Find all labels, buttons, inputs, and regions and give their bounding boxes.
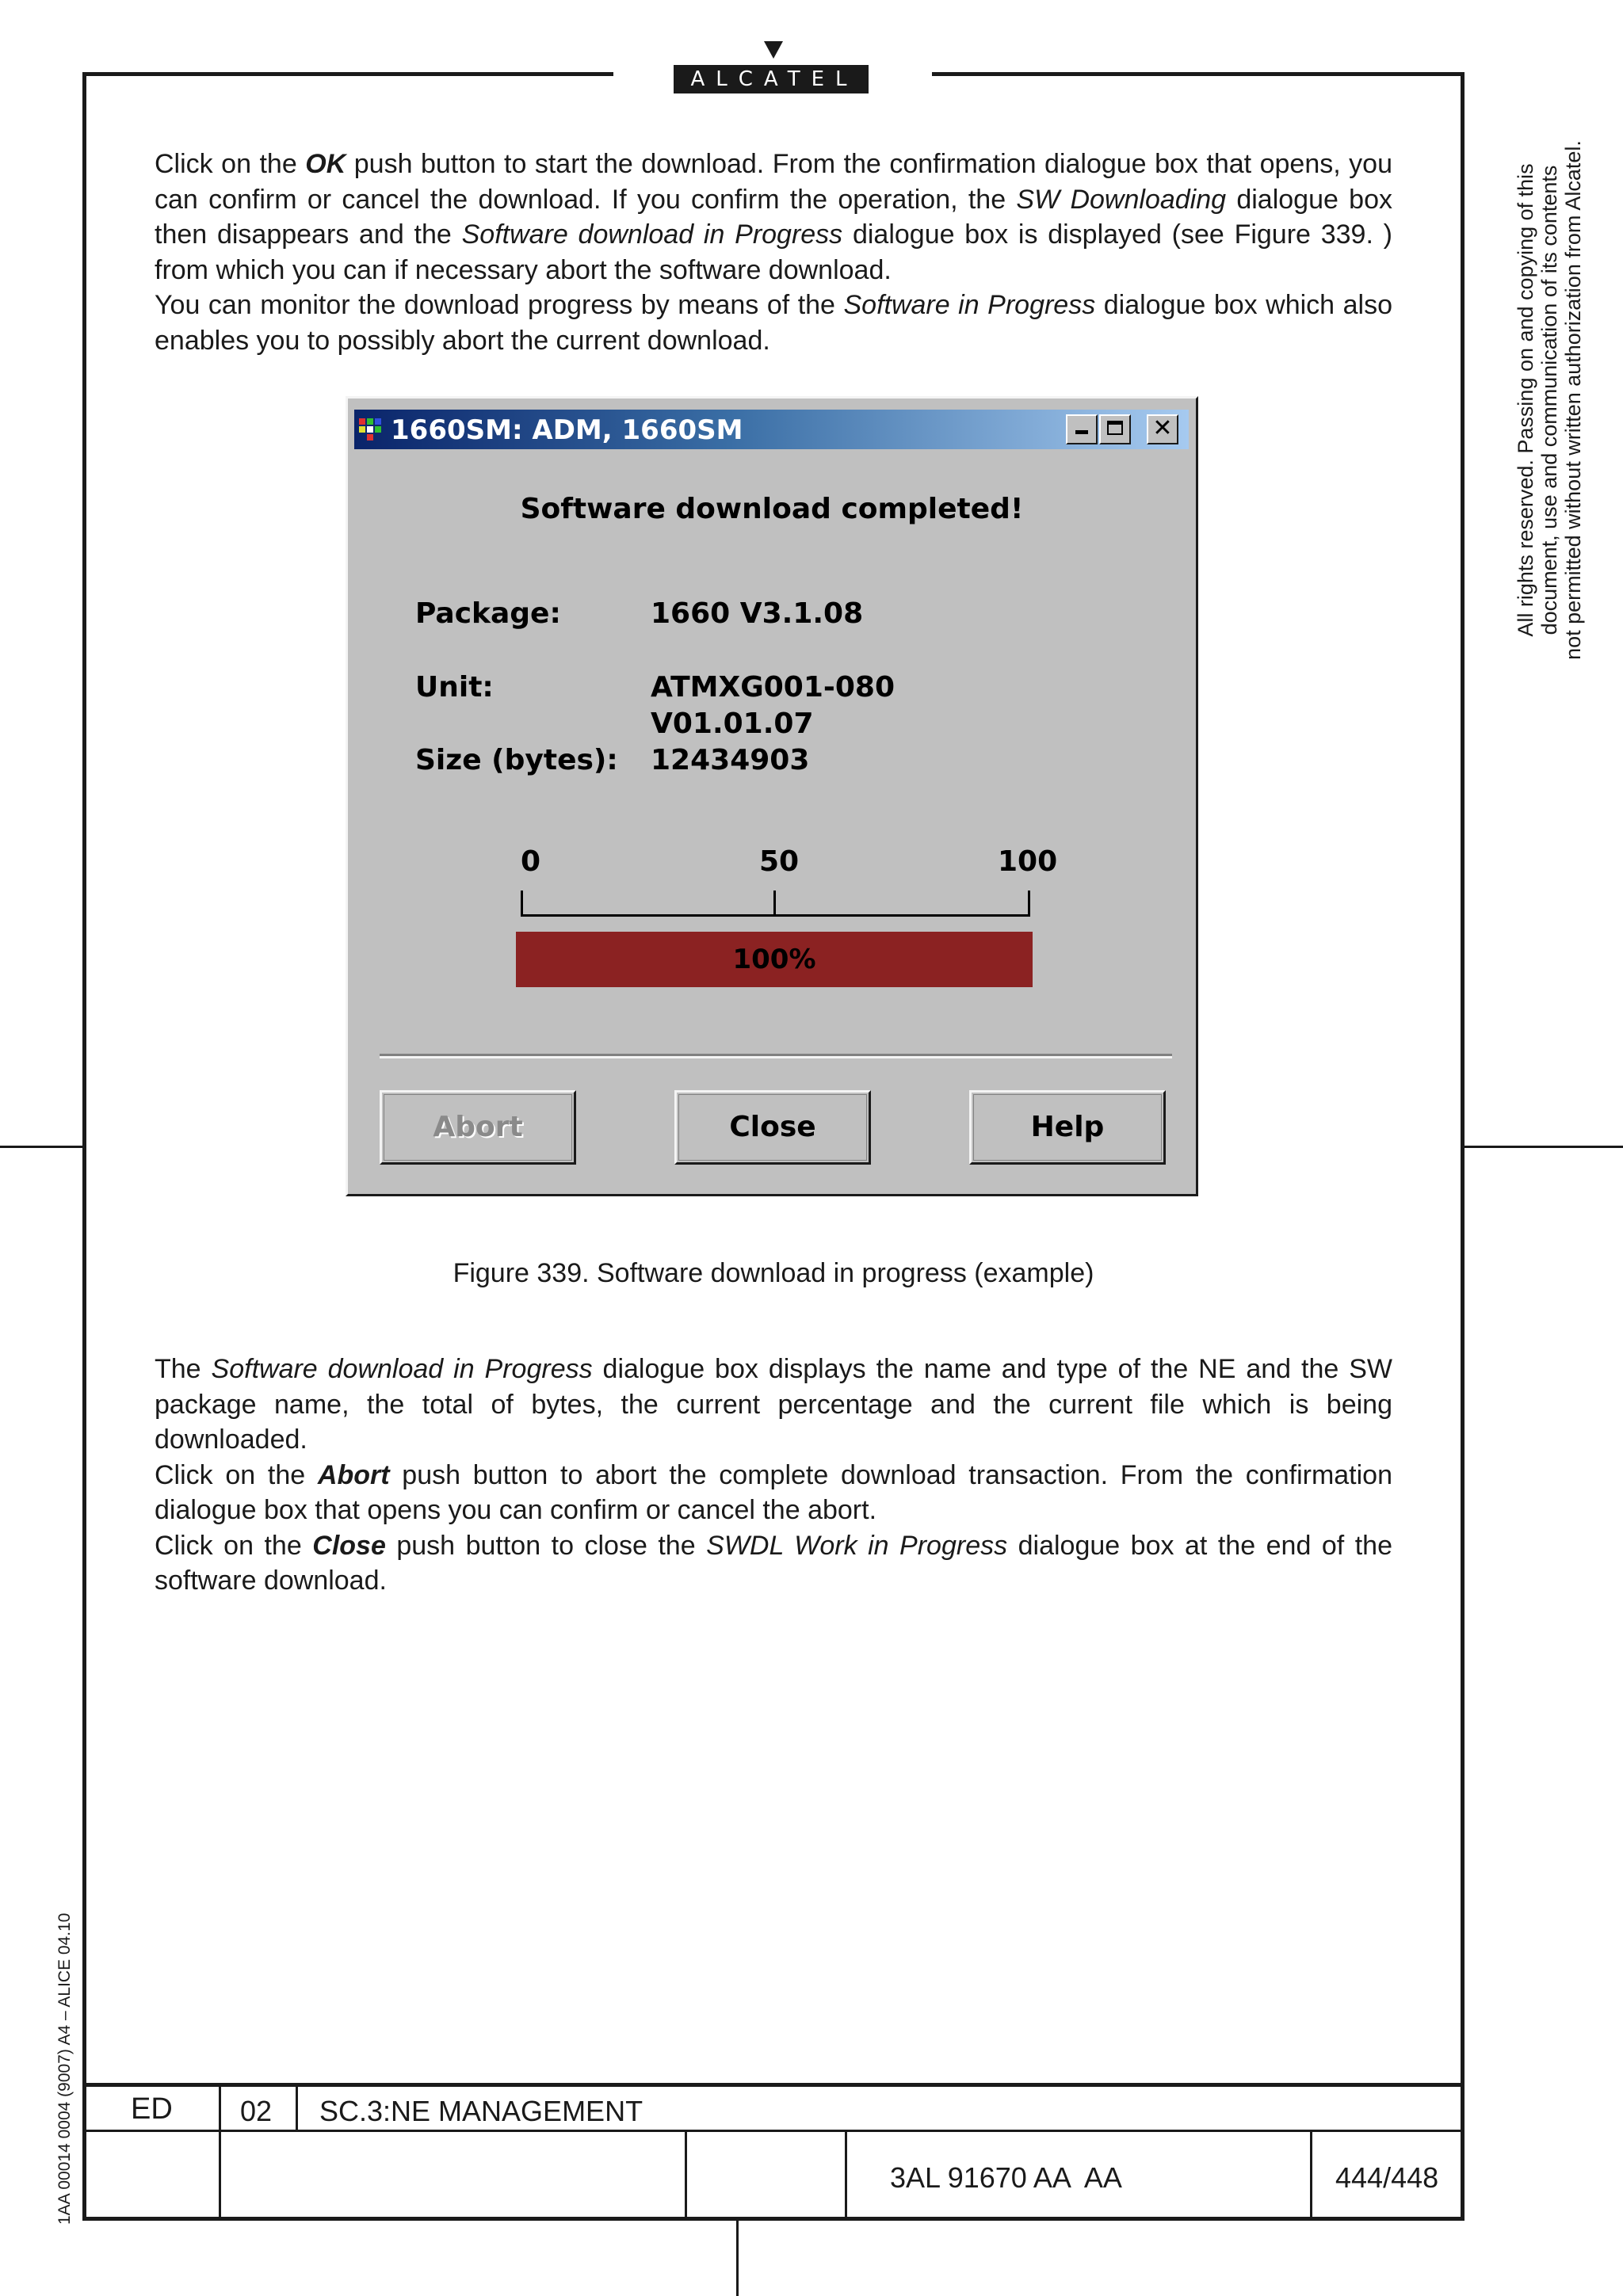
- copyright-line-1: All rights reserved. Passing on and copying of this: [1514, 163, 1537, 637]
- text-run: The: [155, 1354, 212, 1384]
- paragraph-monitor-progress: [155, 288, 1392, 358]
- size-value: 12434903: [651, 744, 810, 776]
- footer-section: SC.3:NE MANAGEMENT: [319, 2095, 643, 2127]
- scale-mid-label: 50: [759, 845, 800, 878]
- footer-ed-label: ED: [131, 2092, 173, 2126]
- figure-caption: Figure 339. Software download in progress (example): [453, 1258, 1094, 1288]
- maximize-icon[interactable]: [1099, 414, 1131, 444]
- frame-top-left-line: [82, 72, 613, 76]
- close-icon[interactable]: ✕: [1147, 414, 1178, 444]
- copyright-notice: [1514, 4, 1585, 796]
- footer-bottom-line: [82, 2217, 1465, 2221]
- unit-value: ATMXG001-080: [651, 671, 895, 704]
- text-run: dialogue box at the end of the software download.: [155, 1530, 1392, 1596]
- right-margin-tick: [1465, 1146, 1623, 1148]
- footer-stem-line: [736, 2221, 739, 2296]
- text-run: Click on the: [155, 1459, 318, 1490]
- text-run: SW Downloading: [1016, 184, 1227, 215]
- text-run: dialogue box which also enables you to possibly abort the current download.: [155, 290, 1392, 356]
- form-code: 1AA 00014 0004 (9007) A4 – ALICE 04.10: [55, 1913, 74, 2225]
- alcatel-logo: ALCATEL: [674, 65, 869, 93]
- scale-tick-100: [1028, 891, 1030, 917]
- footer-divider-edition: [296, 2083, 298, 2132]
- alcatel-triangle-icon: [764, 41, 783, 59]
- package-label: Package:: [415, 597, 561, 630]
- footer-top-line: [82, 2083, 1465, 2087]
- abort-button[interactable]: [380, 1090, 576, 1165]
- footer-divider-ed: [219, 2083, 221, 2221]
- footer-divider-page: [1310, 2130, 1312, 2221]
- paragraph-close-button: [155, 1528, 1392, 1599]
- scale-max-label: 100: [998, 845, 1058, 878]
- text-run: push button to close the: [385, 1530, 707, 1561]
- paragraph-dialog-description: [155, 1352, 1392, 1458]
- paragraph-abort-button: [155, 1458, 1392, 1528]
- minimize-icon[interactable]: [1066, 414, 1098, 444]
- description-text: [155, 1352, 1392, 1599]
- footer-mid-line: [82, 2130, 1465, 2132]
- dialog-title: 1660SM: ADM, 1660SM: [391, 414, 743, 446]
- close-button-label: Close: [729, 1111, 816, 1143]
- text-run: Software download in Progress: [211, 1354, 593, 1384]
- text-run: Click on the: [155, 149, 306, 179]
- text-run: dialogue box then disappears and the: [155, 184, 1392, 250]
- size-label: Size (bytes):: [415, 744, 618, 776]
- footer-page-number: 444/448: [1335, 2161, 1439, 2194]
- footer-divider-3: [685, 2130, 687, 2221]
- abort-button-label: Abort: [433, 1111, 523, 1143]
- scale-tick-50: [773, 891, 776, 917]
- package-value: 1660 V3.1.08: [651, 597, 864, 630]
- text-run: You can monitor the download progress by means of the: [155, 290, 844, 320]
- unit-label: Unit:: [415, 671, 494, 704]
- close-button[interactable]: [674, 1090, 871, 1165]
- text-run: Abort: [317, 1459, 390, 1490]
- frame-top-right-line: [932, 72, 1465, 76]
- text-run: Software in Progress: [843, 290, 1096, 320]
- paragraph-ok-button: [155, 147, 1392, 288]
- help-button-label: Help: [1030, 1111, 1105, 1143]
- footer-divider-4: [845, 2130, 847, 2221]
- dialog-separator: [380, 1054, 1172, 1058]
- help-button[interactable]: [969, 1090, 1166, 1165]
- progress-label: 100%: [732, 944, 816, 975]
- progress-bar: [516, 932, 1033, 987]
- copyright-line-2: document, use and communication of its contents: [1537, 165, 1561, 635]
- dialog-heading: Software download completed!: [520, 493, 1024, 525]
- dialog-titlebar[interactable]: [354, 410, 1189, 449]
- text-run: Software download in Progress: [461, 219, 843, 250]
- text-run: OK: [305, 149, 346, 179]
- scale-min-label: 0: [521, 845, 541, 878]
- copyright-line-3: not permitted without written authorization from Alcatel.: [1561, 140, 1585, 660]
- text-run: push button to abort the complete download transaction. From the confirmation dialogue box that opens you can confirm or cancel the abort.: [155, 1459, 1392, 1525]
- text-run: Close: [312, 1530, 386, 1561]
- left-margin-tick: [0, 1146, 82, 1148]
- text-run: dialogue box displays the name and type of the NE and the SW package name, the total of bytes, the current percentage and the current file which is being downloaded.: [155, 1354, 1392, 1455]
- download-complete-dialog: [346, 396, 1198, 1196]
- text-run: dialogue box is displayed (see Figure 339. ) from which you can if necessary abort the software download.: [155, 219, 1392, 285]
- scale-tick-0: [521, 891, 523, 917]
- footer-doc-code: 3AL 91670 AA AA: [890, 2161, 1122, 2194]
- app-icon: [359, 418, 383, 441]
- text-run: Click on the: [155, 1530, 313, 1561]
- text-run: SWDL Work in Progress: [706, 1530, 1008, 1561]
- frame-left-line: [82, 72, 86, 2221]
- unit-version: V01.01.07: [651, 707, 814, 740]
- text-run: push button to start the download. From the confirmation dialogue box that opens, you can confirm or cancel the download. If you confirm the operation, the: [155, 149, 1392, 215]
- footer-edition: 02: [240, 2095, 273, 2127]
- intro-text: [155, 147, 1392, 358]
